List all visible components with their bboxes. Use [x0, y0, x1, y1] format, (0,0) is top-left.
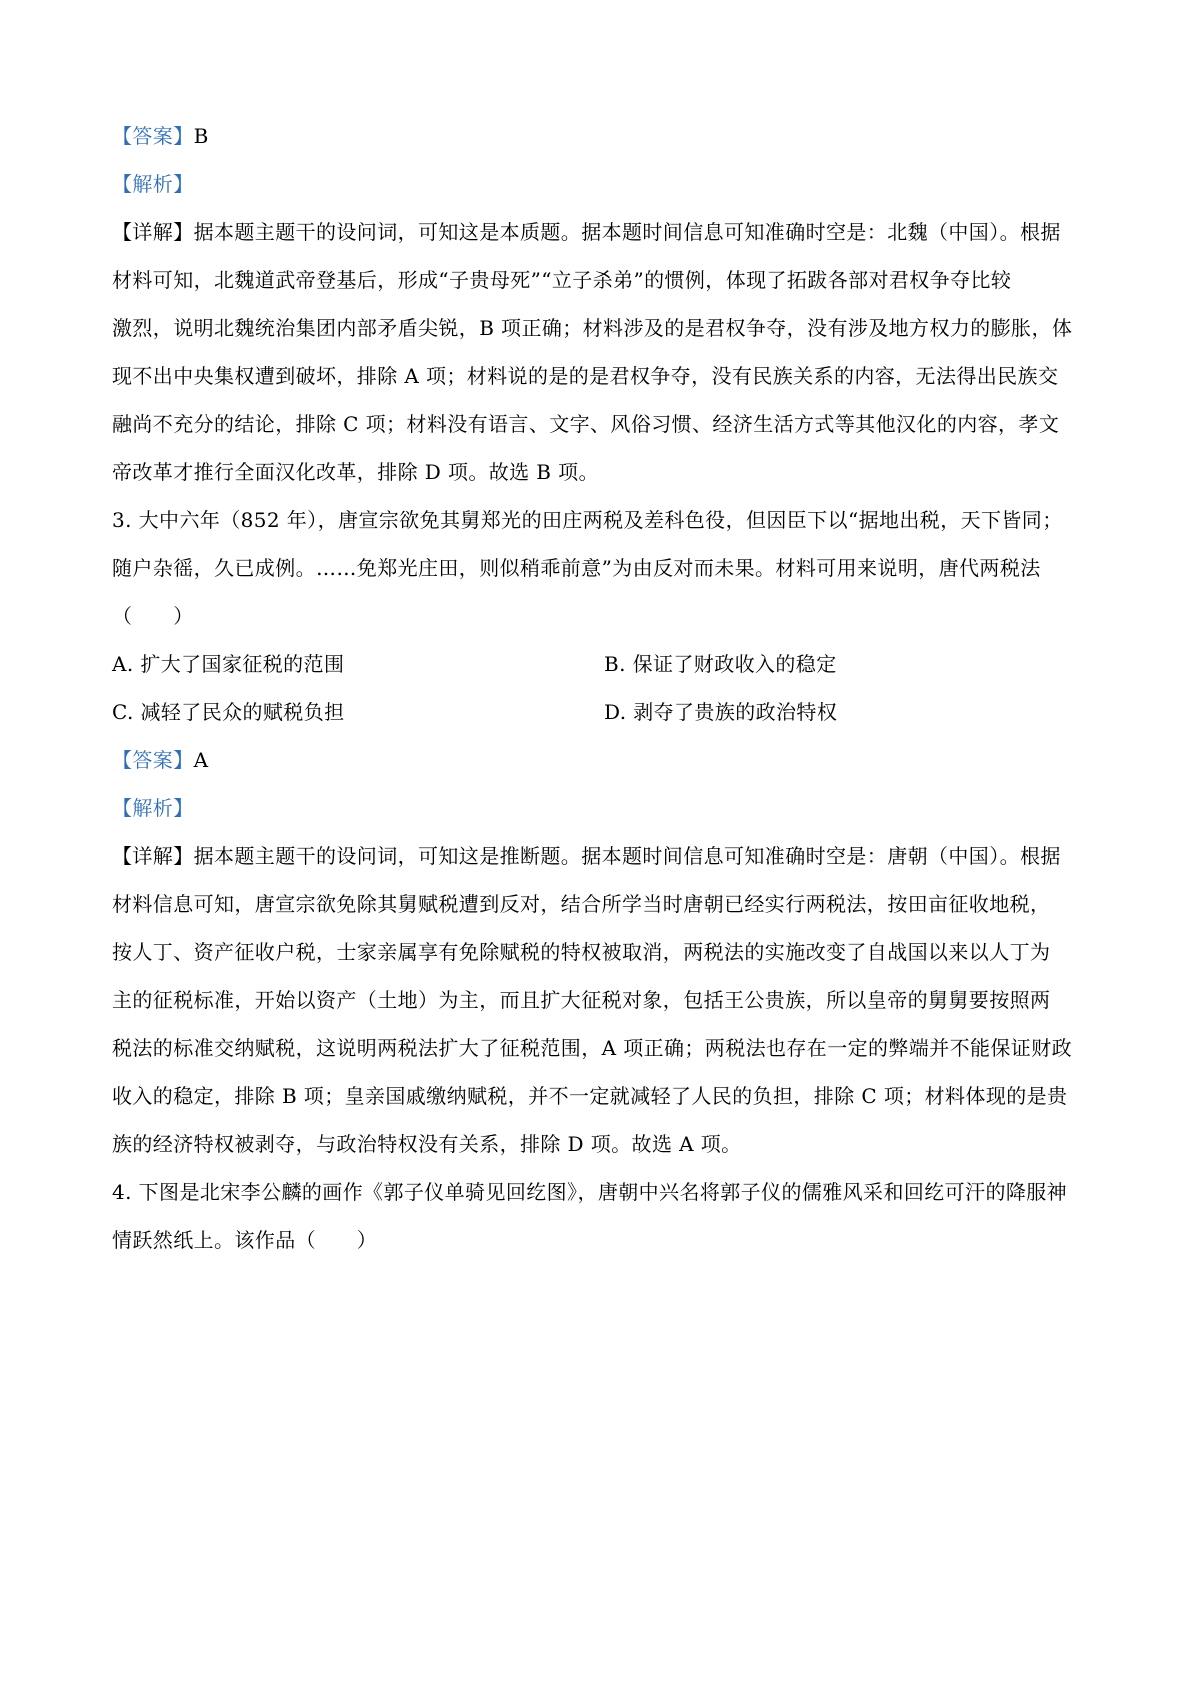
q3-option-b: B. 保证了财政收入的稳定	[604, 652, 837, 676]
q2-detail-line-2: 材料可知，北魏道武帝登基后，形成“子贵母死”“立子杀弟”的惯例，体现了拓跋各部对君权争夺比较	[112, 268, 1012, 292]
q3-stem-line-3: （ ）	[112, 604, 194, 628]
q2-detail-line-4: 现不出中央集权遭到破坏，排除 A 项；材料说的是的是君权争夺，没有民族关系的内容，无法得出民族交	[112, 364, 1059, 388]
answer-tag: 【答案】	[112, 748, 194, 772]
q2-detail-line-6: 帝改革才推行全面汉化改革，排除 D 项。故选 B 项。	[112, 460, 599, 484]
q3-option-d: D. 剥夺了贵族的政治特权	[604, 700, 838, 724]
q3-detail-line-3: 按人丁、资产征收户税，士家亲属享有免除赋税的特权被取消，两税法的实施改变了自战国以来以人丁为	[112, 940, 1051, 964]
q2-analysis-heading	[112, 170, 1102, 198]
q3-detail-line-4: 主的征税标准，开始以资产（土地）为主，而且扩大征税对象，包括王公贵族，所以皇帝的舅舅要按照两	[112, 988, 1051, 1012]
answer-value: A	[193, 748, 209, 772]
q2-detail-line-3: 激烈，说明北魏统治集团内部矛盾尖锐，B 项正确；材料涉及的是君权争夺，没有涉及地方权力的膨胀，体	[112, 316, 1073, 340]
detail-tag: 【详解】	[112, 844, 194, 868]
q3-analysis-heading	[112, 794, 1102, 822]
q3-detail-line-2: 材料信息可知，唐宣宗欲免除其舅赋税遭到反对，结合所学当时唐朝已经实行两税法，按田亩征收地税，	[112, 892, 1051, 916]
q4-stem-line-1: 4. 下图是北宋李公麟的画作《郭子仪单骑见回纥图》，唐朝中兴名将郭子仪的儒雅风采和回纥可汗的降服神	[112, 1180, 1068, 1204]
answer-tag: 【答案】	[112, 124, 194, 148]
analysis-tag: 【解析】	[112, 172, 194, 196]
q3-answer-line	[112, 746, 1102, 774]
q3-detail-line-1	[112, 842, 1102, 870]
q2-answer-line	[112, 122, 1102, 150]
q3-detail-line-5: 税法的标准交纳赋税，这说明两税法扩大了征税范围，A 项正确；两税法也存在一定的弊端并不能保证财政	[112, 1036, 1072, 1060]
q3-detail-line-7: 族的经济特权被剥夺，与政治特权没有关系，排除 D 项。故选 A 项。	[112, 1132, 742, 1156]
answer-value: B	[193, 124, 209, 148]
q3-option-a: A. 扩大了国家征税的范围	[112, 652, 345, 676]
q4-stem-line-2: 情跃然纸上。该作品（ ）	[112, 1228, 378, 1252]
q3-detail-line-6: 收入的稳定，排除 B 项；皇亲国戚缴纳赋税，并不一定就减轻了人民的负担，排除 C 项；材料体现的是贵	[112, 1084, 1068, 1108]
q3-stem-line-2: 随户杂徭，久已成例。……免郑光庄田，则似稍乖前意”为由反对而未果。材料可用来说明，唐代两税法	[112, 556, 1041, 580]
q2-detail-line-5: 融尚不充分的结论，排除 C 项；材料没有语言、文字、风俗习惯、经济生活方式等其他汉化的内容，孝文	[112, 412, 1060, 436]
q2-detail-line-1	[112, 218, 1102, 246]
detail-text: 据本题主题干的设问词，可知这是推断题。据本题时间信息可知准确时空是：唐朝（中国）。根据	[193, 844, 1061, 868]
q3-stem-line-1: 3. 大中六年（852 年），唐宣宗欲免其舅郑光的田庄两税及差科色役，但因臣下以“据地出税，天下皆同；	[112, 508, 1063, 532]
q3-option-c: C. 减轻了民众的赋税负担	[112, 700, 345, 724]
detail-text: 据本题主题干的设问词，可知这是本质题。据本题时间信息可知准确时空是：北魏（中国）。根据	[193, 220, 1061, 244]
detail-tag: 【详解】	[112, 220, 194, 244]
analysis-tag: 【解析】	[112, 796, 194, 820]
